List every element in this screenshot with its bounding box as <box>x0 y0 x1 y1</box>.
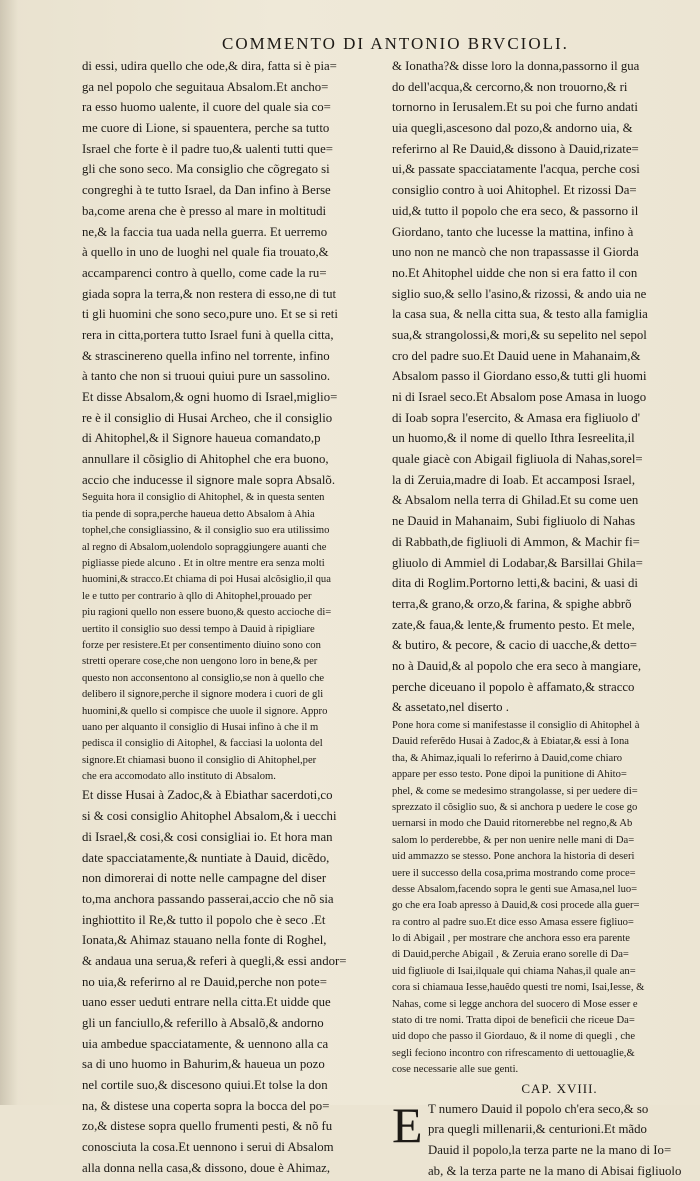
text-line: lo di Abigail , per mostrare che anchora esso era parente <box>392 933 630 945</box>
chapter-heading: CAP. XVIII. <box>521 1080 598 1096</box>
text-line: delibero il signore,perche il signore modera i cuori de gli <box>82 689 324 701</box>
text-line: to,ma anchora passando passerai,accio che nõ sia <box>82 891 334 906</box>
text-line: tornorno in Ierusalem.Et su poi che furno andati <box>392 100 638 115</box>
text-line: & butiro, & pecore, & cacio di uacche,& detto= <box>392 638 637 653</box>
right-gloss <box>392 718 687 1079</box>
text-line: à tanto che non si truoui quiui pure un sassolino. <box>82 369 331 384</box>
text-line: gli che sono seco. Ma consiglio che cõgregato si <box>82 162 330 177</box>
text-line: gli un fanciullo,& referillo à Absalõ,& andorno <box>82 1016 324 1031</box>
text-line: zo,& distese sopra quello frumenti pesti, & nõ fu <box>82 1119 333 1134</box>
text-line: di essi, udira quello che ode,& dira, fatta si è pia= <box>82 59 337 73</box>
right-text-a <box>392 56 687 718</box>
text-line: cose necessarie alle sue genti. <box>392 1064 519 1076</box>
text-line: la casa sua, & nella citta sua, & testo alla famiglia <box>392 307 648 322</box>
text-line: uia ambedue spacciatamente, & uennono alla ca <box>82 1036 329 1051</box>
text-line: ni di Israel seco.Et Absalom pose Amasa in luogo <box>392 390 647 404</box>
text-line: congreghi à te tutto Israel, da Dan infino à Berse <box>82 183 331 198</box>
text-line: uno non ne mancò che non trapassasse il Giorda <box>392 245 639 260</box>
text-line: signore.Et chiamasi buono il consiglio di Ahitophel,per <box>82 754 317 766</box>
text-line: piu ragioni quello non essere buono,& questo accioche di= <box>82 607 332 619</box>
text-line: quale giacè con Abigail figliuola di Nahas,sorel= <box>392 452 643 467</box>
text-line: le e tutto per contrario à qllo di Ahitophel,prouado per <box>82 590 312 602</box>
chapter-opening <box>392 1096 687 1181</box>
text-line: di Ahitophel,& il Signore haueua comandato,p <box>82 431 321 446</box>
text-line: terra,& grano,& orzo,& farina, & spighe abbrõ <box>392 596 632 611</box>
text-line: perche diceuano il popolo è affamato,& stracco <box>392 679 635 694</box>
text-line: uere il successo della cosa,prima mostrando come proce= <box>392 867 636 879</box>
text-line: & assetato,nel diserto . <box>392 700 509 715</box>
text-line: giada sopra la terra,& non restera di esso,ne di tut <box>82 286 337 301</box>
text-line: un huomo,& il nome di quello Ithra Iesreelita,il <box>392 431 635 446</box>
left-column <box>82 56 385 1179</box>
text-line: salom lo perderebbe, & per non uenire nelle mani di Da= <box>392 834 635 846</box>
binding-shadow <box>0 0 18 1105</box>
text-line: al regno di Absalom,uolendolo sopraggiungere auanti che <box>82 541 327 553</box>
text-line: uano per alquanto il consiglio di Husai infino à che il m <box>82 721 319 733</box>
text-line: di Ioab sopra l'esercito, & Amasa era figliuolo d' <box>392 410 641 425</box>
text-line: T numero Dauid il popolo ch'era seco,& so <box>428 1101 649 1116</box>
text-line: & Absalom nella terra di Ghilad.Et su come uen <box>392 493 639 508</box>
text-line: Seguita hora il consiglio di Ahitophel, & in questa senten <box>82 492 325 504</box>
text-line: sprezzato il cõsiglio suo, & si anchora p uedere le cose go <box>392 801 638 813</box>
text-line: ba,come arena che è presso al mare in moltitudi <box>82 203 327 218</box>
text-line: rera in citta,portera tutto Israel funi à quella citta, <box>82 327 334 342</box>
text-line: gliuolo di Ammiel di Lodabar,& Barsillai Ghila= <box>392 555 643 570</box>
text-line: no uia,& referirno al re Dauid,perche non pote= <box>82 974 327 989</box>
text-line: uernarsi in modo che Dauid ritornerebbe nel regno,& Ab <box>392 818 633 830</box>
text-line: uid ammazzo se stesso. Pone anchora la historia di deseri <box>392 851 635 863</box>
text-line: la di Zeruia,madre di Ioab. Et accamposi Israel, <box>392 472 636 487</box>
drop-cap: E <box>392 1096 423 1153</box>
text-line: ui,& passate spacciatamente l'acqua, perche cosi <box>392 162 640 177</box>
text-line: stato di tre nomi. Tratta dipoi de beneficii che riceue Da= <box>392 1015 635 1027</box>
text-line: appare per esso testo. Pone dipoi la punitione di Ahito= <box>392 769 627 781</box>
text-line: phel, & come se medesimo strangolasse, si per uedere di= <box>392 785 638 797</box>
text-line: Absalom passo il Giordano esso,& tutti gli huomi <box>392 369 647 384</box>
text-line: forze per resistere.Et per consentimento diuino sono con <box>82 639 321 651</box>
text-line: uertito il consiglio suo dessi tempo à Dauid à ripigliare <box>82 623 315 635</box>
text-line: Nahas, come si legge anchora del suocero di Mose esser e <box>392 998 638 1010</box>
text-line: di Dauid,perche Abigail , & Zeruia erano sorelle di Da= <box>392 949 629 961</box>
text-line: sa di uno huomo in Bahurim,& haueua un pozo <box>82 1057 325 1072</box>
text-line: questo non acconsentono al consiglio,se non à quello che <box>82 672 325 684</box>
text-line: huomini,& stracco.Et chiama di poi Husai alcõsiglio,il qua <box>82 574 331 586</box>
text-line: me cuore di Lione, si spauentera, perche sa tutto <box>82 121 330 136</box>
text-line: ne,& la faccia tua uada nella guerra. Et uerremo <box>82 224 328 239</box>
text-line: uid,& tutto il popolo che era seco, & passorno il <box>392 203 639 218</box>
text-line: alla donna nella casa,& dissono, doue è Ahimaz, <box>82 1160 331 1175</box>
text-line: à quello in uno de luoghi nel quale fia trouato,& <box>82 245 329 260</box>
right-text-b <box>392 1096 687 1181</box>
text-line: cora si chiamaua Iesse,hauẽdo questi tre nomi, Isai,Iesse, & <box>392 982 645 994</box>
text-line: stretti operare cose,che non uengono loro in bene,& per <box>82 656 318 668</box>
text-line: & Ionatha?& disse loro la donna,passorno il gua <box>392 59 640 73</box>
text-line: no à Dauid,& al popolo che era seco à mangiare, <box>392 658 642 673</box>
text-line: cro del padre suo.Et Dauid uene in Mahanaim,& <box>392 348 641 363</box>
text-line: sua,& strangolossi,& mori,& su sepelito nel sepol <box>392 327 647 342</box>
text-line: desse Absalom,facendo sopra le genti sue Amasa,nel luo= <box>392 883 638 895</box>
text-line: pra quegli millenarii,& centurioni.Et mãdo <box>428 1122 647 1137</box>
text-line: ab, & la terza parte ne la mano di Abisai figliuolo <box>428 1163 682 1178</box>
right-column <box>392 56 687 1181</box>
text-line: uid dopo che passo il Giordauo, & il nome di quegli , che <box>392 1031 636 1043</box>
text-line: conosciuta la cosa.Et uennono i serui di Absalom <box>82 1140 334 1155</box>
left-text-b <box>82 785 385 1178</box>
text-line: ga nel popolo che seguitaua Absalom.Et ancho= <box>82 79 329 94</box>
text-line: dita di Roglim.Portorno letti,& bacini, & uasi di <box>392 576 638 591</box>
text-line: ra esso huomo ualente, il cuore del quale sia co= <box>82 100 331 115</box>
text-line: nel cortile suo,& discesono quiui.Et tolse la don <box>82 1078 328 1093</box>
text-line: Dauid referẽdo Husai à Zadoc,& à Ebiatar,& essi à Iona <box>392 736 629 748</box>
text-line: che era accomodato allo instituto di Absalom. <box>82 771 276 783</box>
text-line: siglio suo,& sello l'asino,& rizossi, & ando uia ne <box>392 286 647 301</box>
text-line: tia pende di sopra,perche haueua detto Absalom à Ahia <box>82 508 315 520</box>
text-line: Israel che forte è il padre tuo,& ualenti tutti que= <box>82 141 333 156</box>
text-line: uano esser ueduti entrare nella citta.Et uidde que <box>82 995 331 1010</box>
text-line: inghiottito il Re,& tutto il popolo che è seco .Et <box>82 912 326 927</box>
text-line: ne Dauid in Mahanaim, Subi figliuolo di Nahas <box>392 514 636 529</box>
text-line: huomini,& quello si compisce che uuole il signore. Appro <box>82 705 328 717</box>
left-gloss <box>82 490 385 785</box>
text-line: pedisca il consiglio di Aitophel, & facciasi la uolonta del <box>82 738 323 750</box>
text-line: Pone hora come si manifestasse il consiglio di Ahitophel à <box>392 720 640 731</box>
text-line: uid figliuole di Isai,ilquale qui chiama Nahas,il quale an= <box>392 965 636 977</box>
text-line: annullare il cõsiglio di Ahitophel che era buono, <box>82 452 329 467</box>
text-line: pigliasse piede alcuno . Et in oltre mentre era senza molti <box>82 558 325 569</box>
text-line: go che era Ioab apresso à Dauid,& cosi procede alla guer= <box>392 900 640 912</box>
text-line: Et disse Absalom,& ogni huomo di Israel,miglio= <box>82 390 338 404</box>
text-line: Dauid il popolo,la terza parte ne la mano di Io= <box>428 1142 672 1157</box>
text-line: date spacciatamente,& nuntiate à Dauid, dicẽdo, <box>82 850 330 865</box>
text-line: ra contro al padre suo.Et dice esso Amasa essere figliuo= <box>392 916 634 928</box>
text-line: & andaua una serua,& referi à quegli,& essi andor= <box>82 953 347 968</box>
text-line: si & cosi consiglio Ahitophel Absalom,& i uecchi <box>82 809 337 824</box>
text-line: accio che inducesse il signore male sopra Absalõ. <box>82 472 336 487</box>
left-text-a <box>82 56 385 490</box>
text-line: zate,& faua,& lente,& frumento pesto. Et mele, <box>392 617 635 632</box>
text-line: di Rabbath,de figliuoli di Ammon, & Machir fi= <box>392 534 640 549</box>
text-line: Et disse Husai à Zadoc,& à Ebiathar sacerdoti,co <box>82 788 333 803</box>
text-line: na, & distese una coperta sopra la bocca del po= <box>82 1098 330 1113</box>
text-line: re è il consiglio di Husai Archeo, che il consiglio <box>82 410 333 425</box>
text-line: do dell'acqua,& cercorno,& non trouorno,& ri <box>392 79 628 94</box>
text-line: non dimorerai di notte nelle campagne del diser <box>82 871 327 886</box>
text-line: segli feciono incontro con rifrescamento di uettouaglie,& <box>392 1047 635 1059</box>
text-line: Giordano, tanto che lucesse la mattina, infino à <box>392 224 634 239</box>
text-line: ti gli huomini che sono seco,pure uno. Et se si reti <box>82 307 338 322</box>
text-line: di Israel,& cosi,& cosi consigliai io. Et hora man <box>82 829 333 844</box>
text-line: consiglio contro à uoi Ahitophel. Et rizossi Da= <box>392 183 637 198</box>
text-line: uia quegli,ascesono dal pozo,& andorno uia, & <box>392 121 633 136</box>
text-line: no.Et Ahitophel uidde che non si era fatto il con <box>392 265 638 280</box>
text-line: Ionata,& Ahimaz stauano nella fonte di Roghel, <box>82 933 327 948</box>
text-line: referirno al Re Dauid,& dissono à Dauid,rizate= <box>392 141 639 156</box>
text-line: accamparenci contro à quello, come cade la ru= <box>82 265 327 280</box>
text-line: & strascinereno quella infino nel torrente, infino <box>82 348 330 363</box>
text-line: tophel,che consigliassino, & il consiglio suo era utilissimo <box>82 525 330 537</box>
running-head: COMMENTO DI ANTONIO BRVCIOLI. <box>222 34 569 53</box>
text-line: tha, & Ahimaz,iquali lo referirno à Dauid,come chiaro <box>392 752 623 764</box>
